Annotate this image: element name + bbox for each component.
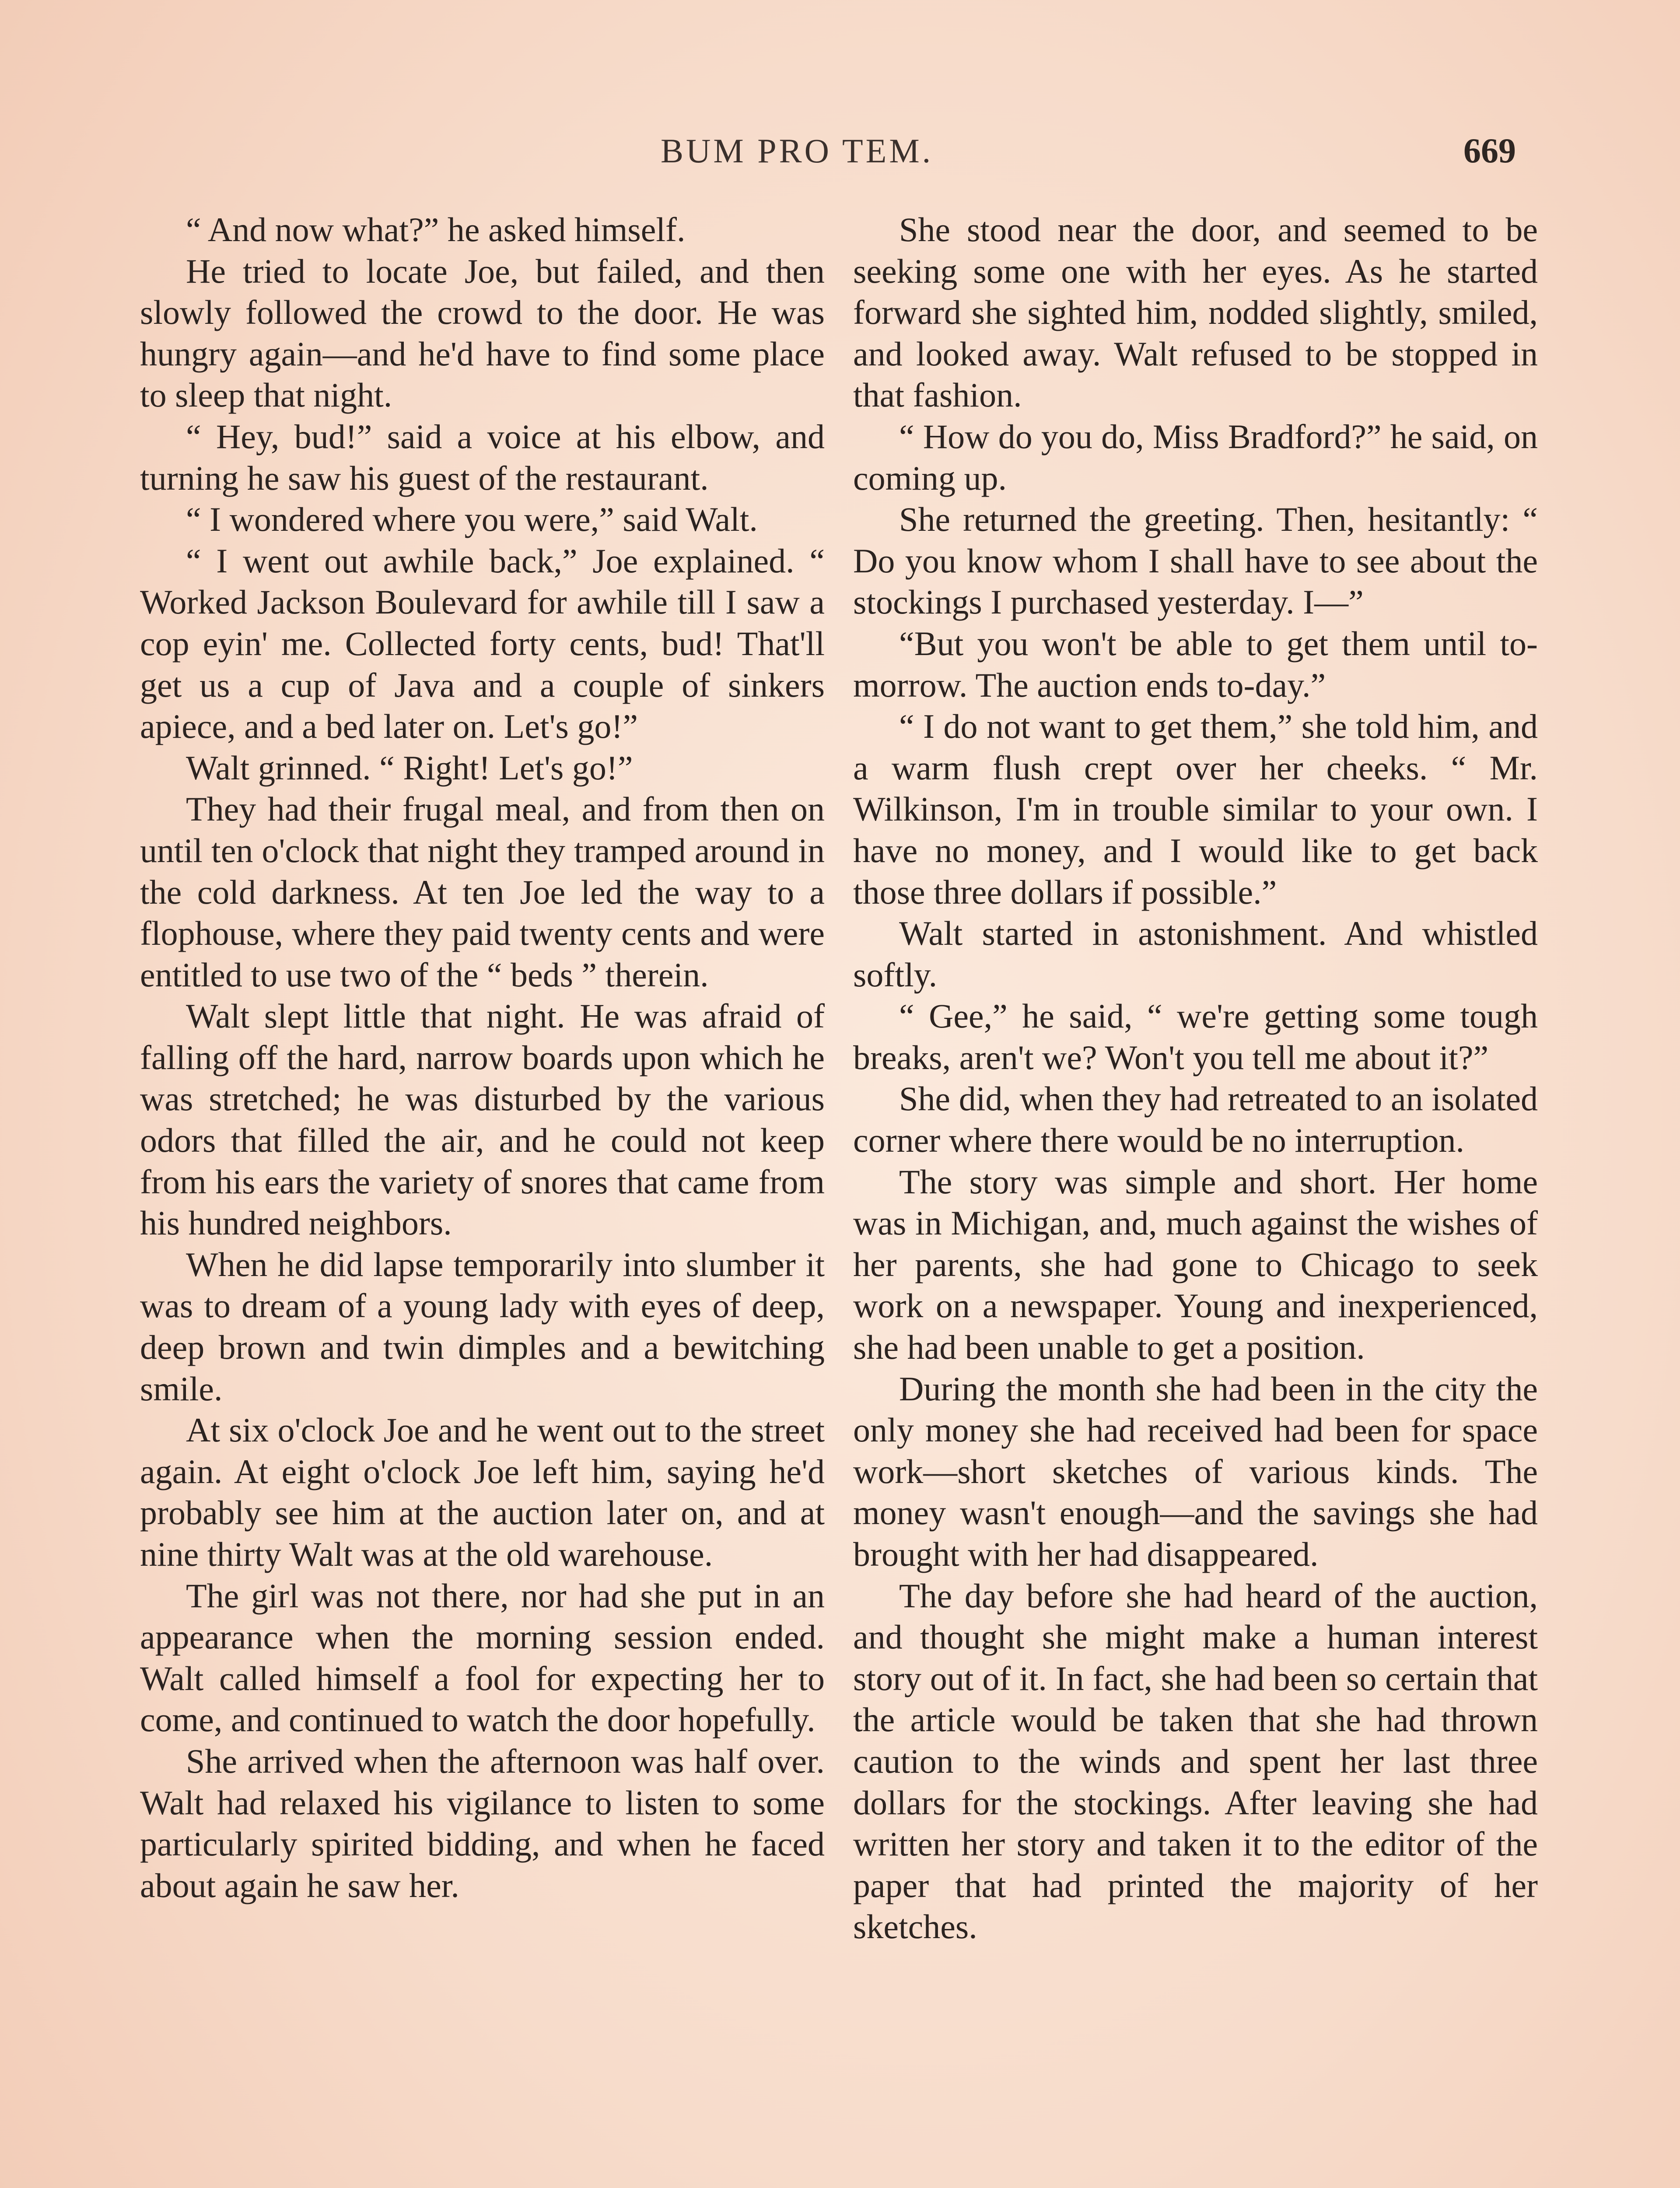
paragraph: “ I wondered where you were,” said Walt. [186,500,758,539]
paragraph: When he did lapse temporarily into slumber it was to dream of a young lady with eyes of deep, deep brown and twin dimples and a bewitching smile. [140,1245,825,1408]
paragraph: He tried to locate Joe, but failed, and then slowly followed the crowd to the door. He was hungry again—and he'd have to find some place to sleep that night. [140,252,825,414]
paragraph: At six o'clock Joe and he went out to the street again. At eight o'clock Joe left him, saying he'd probably see him at the auction later on, and at nine thirty Walt was at the old warehouse. [140,1411,825,1573]
paragraph: The story was simple and short. Her home was in Michigan, and, much against the wishes of her parents, she had gone to Chicago to seek work on a newspaper. Young and inexperienced, she had been unable to get a position. [853,1162,1538,1367]
paragraph: The day before she had heard of the auction, and thought she might make a human interest story out of it. In fact, she had been so certain that the article would be taken that she had thrown caution to the winds and spent her last three dollars for the stockings. After leaving she had written her story and taken it to the editor of the paper that had printed the majority of her sketches. [853,1576,1538,1946]
paragraph: She arrived when the afternoon was half over. Walt had relaxed his vigilance to listen to some particularly spirited bidding, and when he faced about again he saw her. [140,1742,825,1904]
left-column [140,209,825,1906]
paragraph: “ Gee,” he said, “ we're getting some tough breaks, aren't we? Won't you tell me about it?” [853,997,1538,1076]
page-number: 669 [1463,132,1516,170]
right-column [853,209,1538,1948]
paragraph: Walt grinned. “ Right! Let's go!” [186,748,633,787]
page-header [0,131,1680,179]
paragraph: She returned the greeting. Then, hesitantly: “ Do you know whom I shall have to see about the stockings I purchased yesterday. I—” [853,500,1538,621]
paragraph: Walt started in astonishment. And whistled softly. [853,914,1538,994]
paragraph: “ Hey, bud!” said a voice at his elbow, and turning he saw his guest of the restaurant. [140,417,825,497]
paragraph: During the month she had been in the city the only money she had received had been for space work—short sketches of various kinds. The money wasn't enough—and the savings she had brought with her had disappeared. [853,1369,1538,1573]
paragraph: She did, when they had retreated to an isolated corner where there would be no interruption. [853,1080,1538,1160]
paragraph: “ I do not want to get them,” she told him, and a warm flush crept over her cheeks. “ Mr. Wilkinson, I'm in trouble similar to your own. I have no money, and I would like to get back those three dollars if possible.” [853,707,1538,911]
paragraph: The girl was not there, nor had she put in an appearance when the morning session ended. Walt called himself a fool for expecting her to come, and continued to watch the door hopefully. [140,1576,825,1739]
running-title: BUM PRO TEM. [661,132,934,170]
paragraph: “ How do you do, Miss Bradford?” he said, on coming up. [853,417,1538,497]
paragraph: She stood near the door, and seemed to be seeking some one with her eyes. As he started forward she sighted him, nodded slightly, smiled, and looked away. Walt refused to be stopped in that fashion. [853,210,1538,414]
paragraph: They had their frugal meal, and from then on until ten o'clock that night they tramped around in the cold darkness. At ten Joe led the way to a flophouse, where they paid twenty cents and were entitled to use two of the “ beds ” therein. [140,790,825,994]
paragraph: “ And now what?” he asked himself. [186,210,686,249]
paragraph: “But you won't be able to get them until to-morrow. The auction ends to-day.” [853,624,1538,704]
paragraph: “ I went out awhile back,” Joe explained. “ Worked Jackson Boulevard for awhile till I saw a cop eyin' me. Collected forty cents, bud! That'll get us a cup of Java and a couple of sinkers apiece, and a bed later on. Let's go!” [140,541,825,746]
paragraph: Walt slept little that night. He was afraid of falling off the hard, narrow boards upon which he was stretched; he was disturbed by the various odors that filled the air, and he could not keep from his ears the variety of snores that came from his hundred neighbors. [140,997,825,1242]
